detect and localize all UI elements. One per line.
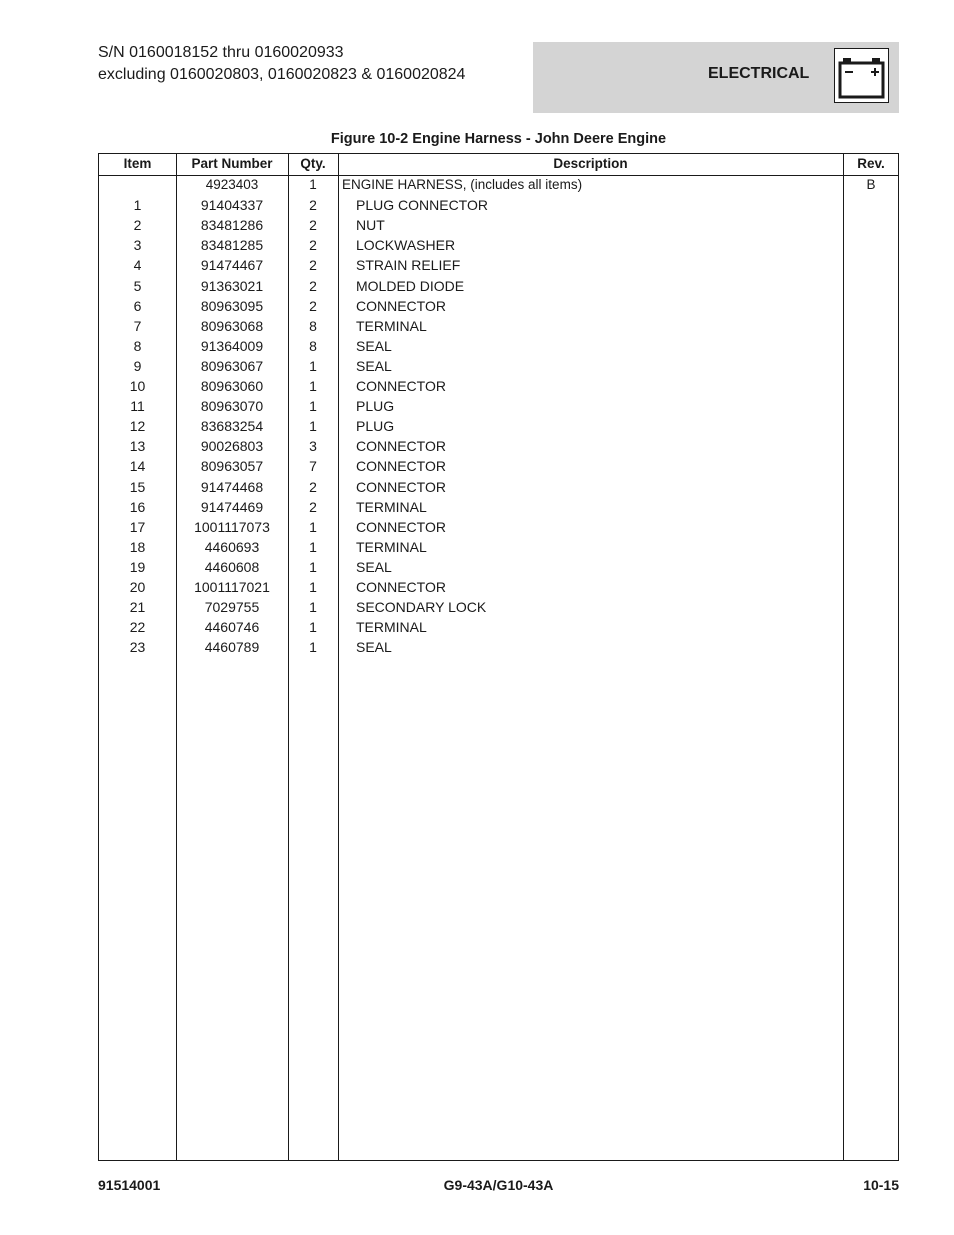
table-row: [99, 336, 898, 356]
cell-description: STRAIN RELIEF: [356, 257, 461, 274]
table-row: [99, 637, 898, 657]
cell-rev: B: [866, 177, 876, 192]
cell-description: SEAL: [356, 357, 392, 374]
cell-part-number: 80963068: [200, 317, 264, 334]
table-row: [99, 456, 898, 476]
cell-item: 15: [129, 478, 146, 495]
cell-description: PLUG: [356, 418, 395, 435]
table-row: [99, 416, 898, 436]
header-item: Item: [123, 156, 152, 171]
cell-item: 17: [129, 518, 146, 535]
cell-qty: 2: [309, 197, 317, 214]
cell-part-number: 4460693: [204, 538, 260, 555]
header-rev: Rev.: [857, 156, 885, 171]
cell-item: 5: [133, 277, 142, 294]
cell-item: 1: [133, 197, 142, 214]
header-part-number: Part Number: [191, 156, 273, 171]
cell-description: SEAL: [356, 639, 392, 656]
cell-part-number: 91474469: [200, 498, 264, 515]
cell-item: 23: [129, 639, 146, 656]
cell-qty: 1: [309, 579, 317, 595]
cell-description: PLUG: [356, 398, 395, 415]
cell-description: MOLDED DIODE: [356, 277, 465, 294]
cell-description: TERMINAL: [356, 538, 427, 555]
cell-part-number: 91474468: [200, 478, 264, 495]
cell-qty: 3: [309, 438, 317, 455]
cell-description: TERMINAL: [356, 619, 427, 636]
cell-item: 19: [129, 558, 146, 575]
table-row: [99, 195, 898, 215]
cell-part-number: 80963067: [200, 357, 264, 374]
cell-description: SEAL: [356, 558, 392, 575]
cell-description: CONNECTOR: [356, 579, 446, 595]
table-row: [99, 296, 898, 316]
cell-item: 12: [129, 418, 146, 435]
cell-qty: 1: [309, 418, 317, 435]
cell-qty: 1: [309, 599, 317, 616]
table-row: [99, 517, 898, 537]
cell-description: CONNECTOR: [356, 438, 446, 455]
table-row: [99, 597, 898, 617]
cell-item: 20: [129, 579, 146, 595]
cell-qty: 1: [309, 558, 317, 575]
cell-qty: 2: [309, 297, 317, 314]
cell-description: NUT: [356, 217, 385, 234]
table-row: [99, 356, 898, 376]
section-header: [533, 42, 899, 113]
serial-range: [98, 42, 465, 86]
cell-item: 14: [129, 458, 146, 475]
cell-part-number: 7029755: [204, 599, 260, 616]
cell-item: 4: [133, 257, 142, 274]
cell-part-number: 91404337: [200, 197, 264, 214]
cell-qty: 1: [309, 619, 317, 636]
cell-item: 22: [129, 619, 146, 636]
cell-qty: 1: [309, 357, 317, 374]
cell-item: 18: [129, 538, 146, 555]
cell-qty: 1: [309, 177, 317, 192]
cell-part-number: 83683254: [200, 418, 264, 435]
table-row: [99, 215, 898, 235]
cell-description: CONNECTOR: [356, 518, 446, 535]
table-row: [99, 376, 898, 396]
cell-qty: 1: [309, 398, 317, 415]
cell-item: 7: [133, 317, 142, 334]
cell-part-number: 91474467: [200, 257, 264, 274]
section-title: ELECTRICAL: [708, 65, 810, 82]
cell-item: 13: [129, 438, 146, 455]
header-description: Description: [553, 156, 628, 171]
cell-item: 21: [129, 599, 146, 616]
cell-qty: 8: [309, 337, 317, 354]
table-row: [99, 436, 898, 456]
cell-qty: 2: [309, 257, 317, 274]
table-row: [99, 477, 898, 497]
cell-part-number: 83481286: [200, 217, 264, 234]
footer-page-number: 10-15: [863, 1177, 899, 1193]
serial-line-1: S/N 0160018152 thru 0160020933: [98, 44, 344, 61]
figure-title: Figure 10-2 Engine Harness - John Deere Engine: [330, 131, 667, 147]
table-row: [99, 175, 898, 195]
cell-qty: 1: [309, 538, 317, 555]
header-qty: Qty.: [300, 156, 326, 171]
cell-qty: 2: [309, 217, 317, 234]
cell-description: SEAL: [356, 337, 392, 354]
cell-qty: 8: [309, 317, 317, 334]
table-row: [99, 276, 898, 296]
cell-description: TERMINAL: [356, 498, 427, 515]
cell-item: 16: [129, 498, 146, 515]
cell-part-number: 4923403: [205, 177, 259, 192]
table-row: [99, 617, 898, 637]
cell-part-number: 83481285: [200, 237, 264, 254]
cell-qty: 1: [309, 378, 317, 394]
cell-item: 11: [130, 398, 145, 415]
cell-item: 10: [129, 378, 146, 394]
cell-qty: 2: [309, 478, 317, 495]
cell-item: 9: [133, 357, 142, 374]
cell-description: TERMINAL: [356, 317, 427, 334]
cell-part-number: 80963095: [200, 297, 264, 314]
serial-line-2: excluding 0160020803, 0160020823 & 0160020824: [98, 66, 466, 83]
cell-description: ENGINE HARNESS, (includes all items): [342, 177, 583, 192]
cell-qty: 7: [309, 458, 317, 475]
cell-description: LOCKWASHER: [356, 237, 456, 254]
table-row: [99, 396, 898, 416]
table-row: [99, 235, 898, 255]
table-row: [99, 577, 898, 597]
table-row: [99, 497, 898, 517]
cell-qty: 2: [309, 498, 317, 515]
cell-qty: 2: [309, 237, 317, 254]
cell-item: 8: [133, 337, 142, 354]
cell-part-number: 4460789: [204, 639, 260, 656]
cell-description: CONNECTOR: [356, 297, 446, 314]
cell-qty: 2: [309, 277, 317, 294]
cell-description: PLUG CONNECTOR: [356, 197, 488, 214]
cell-part-number: 80963070: [200, 398, 264, 415]
cell-part-number: 1001117073: [194, 518, 270, 535]
cell-item: 2: [133, 217, 142, 234]
cell-part-number: 91364009: [200, 337, 264, 354]
cell-part-number: 4460608: [204, 558, 260, 575]
cell-item: 6: [133, 297, 142, 314]
table-row: [99, 557, 898, 577]
footer-doc-number: 91514001: [98, 1177, 161, 1193]
cell-part-number: 1001117021: [194, 579, 270, 595]
parts-table: [98, 153, 899, 1161]
cell-qty: 1: [309, 518, 317, 535]
table-row: [99, 255, 898, 275]
cell-qty: 1: [309, 639, 317, 656]
cell-part-number: 4460746: [204, 619, 260, 636]
table-row: [99, 316, 898, 336]
cell-description: CONNECTOR: [356, 378, 446, 394]
footer-model: G9-43A/G10-43A: [443, 1177, 554, 1193]
battery-icon: [834, 48, 889, 103]
cell-description: CONNECTOR: [356, 478, 446, 495]
cell-part-number: 90026803: [200, 438, 264, 455]
table-row: [99, 537, 898, 557]
cell-description: CONNECTOR: [356, 458, 446, 475]
cell-item: 3: [133, 237, 142, 254]
cell-description: SECONDARY LOCK: [356, 599, 487, 616]
cell-part-number: 80963057: [200, 458, 264, 475]
cell-part-number: 91363021: [200, 277, 264, 294]
cell-part-number: 80963060: [200, 378, 264, 394]
